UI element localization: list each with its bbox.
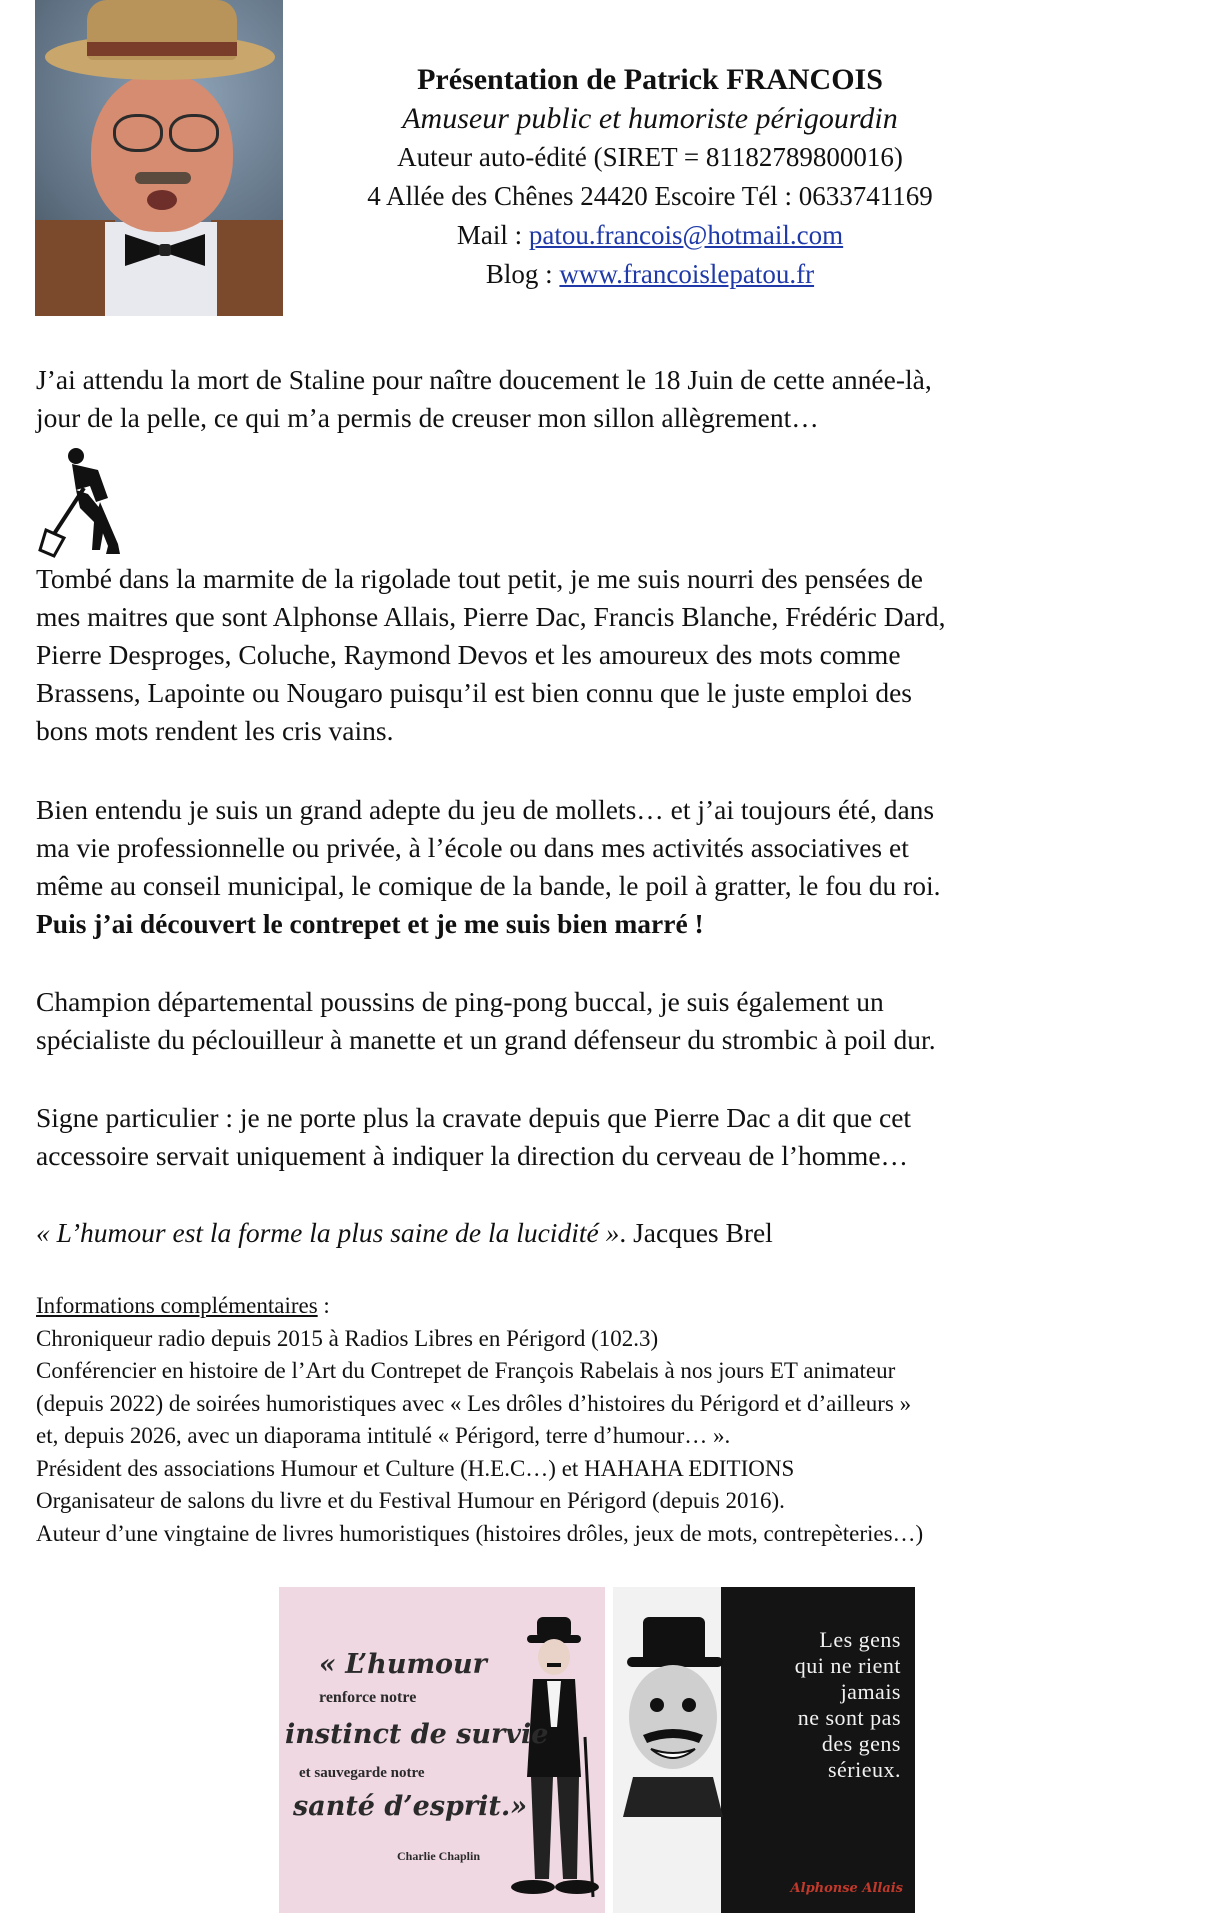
chaplin-silhouette-icon: [507, 1617, 602, 1911]
allais-quote: [721, 1627, 901, 1783]
chaplin-signature: Charlie Chaplin: [397, 1849, 481, 1863]
siret-line: Auteur auto-édité (SIRET = 81182789800016): [397, 142, 903, 172]
champion-paragraph: [36, 983, 1186, 1059]
blog-line: [290, 255, 1010, 294]
chaplin-quote-line: et sauvegarde notre: [299, 1765, 425, 1781]
mail-line: [290, 216, 1010, 255]
blog-label: Blog :: [485, 259, 560, 289]
chaplin-quote-line: santé d’esprit.»: [293, 1791, 528, 1822]
text-line: Signe particulier : je ne porte plus la cravate depuis que Pierre Dac a dit que cet: [36, 1102, 912, 1133]
chaplin-quote-line: « L’humour: [319, 1649, 487, 1680]
mollets-paragraph: [36, 791, 1186, 943]
quote-author: . Jacques Brel: [619, 1217, 773, 1248]
allais-quote-line: qui ne rient: [794, 1653, 901, 1678]
text-line: spécialiste du péclouilleur à manette et un grand défenseur du strombic à poil dur.: [36, 1024, 936, 1055]
info-line: et, depuis 2026, avec un diaporama intitulé « Périgord, terre d’humour… ».: [36, 1423, 731, 1448]
subtitle: Amuseur public et humoriste périgourdin: [402, 102, 898, 135]
mail-link[interactable]: patou.francois@hotmail.com: [528, 220, 844, 250]
text-line: Pierre Desproges, Coluche, Raymond Devos et les amoureux des mots comme: [36, 639, 901, 670]
text-line: jour de la pelle, ce qui m’a permis de creuser mon sillon allègrement…: [36, 402, 819, 433]
quote-line: [36, 1214, 1186, 1252]
allais-signature: Alphonse Allais: [790, 1881, 903, 1896]
info-line: Président des associations Humour et Culture (H.E.C…) et HAHAHA EDITIONS: [36, 1455, 795, 1481]
bold-line: Puis j’ai découvert le contrepet et je me suis bien marré !: [36, 908, 704, 939]
text-line: Brassens, Lapointe ou Nougaro puisqu’il est bien connu que le juste emploi des: [36, 677, 913, 708]
signe-paragraph: [36, 1099, 1186, 1175]
allais-quote-line: sérieux.: [827, 1757, 901, 1782]
chaplin-quote-line: instinct de survie: [285, 1719, 549, 1750]
page-title: Présentation de Patrick FRANCOIS: [417, 63, 883, 96]
allais-quote-line: ne sont pas: [797, 1705, 901, 1730]
allais-face-icon: [613, 1617, 731, 1817]
info-line: (depuis 2022) de soirées humoristiques avec « Les drôles d’histoires du Périgord et d’ailleurs »: [36, 1390, 912, 1416]
info-heading: Informations complémentaires: [36, 1293, 318, 1318]
address-line: 4 Allée des Chênes 24420 Escoire Tél : 0633741169: [367, 181, 933, 211]
text-line: accessoire servait uniquement à indiquer la direction du cerveau de l’homme…: [36, 1140, 909, 1171]
text-line: ma vie professionnelle ou privée, à l’école ou dans mes activités associatives et: [36, 832, 909, 863]
text-line: bons mots rendent les cris vains.: [36, 715, 394, 746]
chaplin-quote-line: renforce notre: [319, 1689, 417, 1706]
text-line: Bien entendu je suis un grand adepte du jeu de mollets… et j’ai toujours été, dans: [36, 794, 935, 825]
intro-paragraph: [36, 361, 1186, 437]
bow-tie-icon: [125, 232, 205, 268]
chaplin-quote-image: [279, 1587, 605, 1913]
text-line: J’ai attendu la mort de Staline pour naître doucement le 18 Juin de cette année-là,: [36, 364, 932, 395]
allais-quote-line: des gens: [821, 1731, 901, 1756]
info-heading-suffix: :: [317, 1293, 330, 1318]
contact-header: [290, 60, 1010, 294]
text-line: mes maitres que sont Alphonse Allais, Pierre Dac, Francis Blanche, Frédéric Dard,: [36, 601, 946, 632]
allais-quote-line: Les gens: [819, 1627, 901, 1652]
info-line: Auteur d’une vingtaine de livres humoristiques (histoires drôles, jeux de mots, contrepèteries…): [36, 1520, 924, 1546]
blog-link[interactable]: www.francoislepatou.fr: [559, 259, 815, 289]
info-line: Conférencier en histoire de l’Art du Contrepet de François Rabelais à nos jours ET animateur: [36, 1358, 896, 1383]
mail-label: Mail :: [456, 220, 529, 250]
info-section: [36, 1290, 1196, 1550]
allais-quote-image: [613, 1587, 915, 1913]
author-photo: [35, 0, 283, 316]
text-line: même au conseil municipal, le comique de la bande, le poil à gratter, le fou du roi.: [36, 870, 941, 901]
digging-man-icon: [36, 446, 126, 558]
influences-paragraph: [36, 560, 1186, 750]
info-line: Chroniqueur radio depuis 2015 à Radios Libres en Périgord (102.3): [36, 1325, 659, 1351]
quote-text: « L’humour est la forme la plus saine de la lucidité »: [36, 1217, 620, 1248]
text-line: Champion départemental poussins de ping-pong buccal, je suis également un: [36, 986, 884, 1017]
allais-quote-line: jamais: [840, 1679, 901, 1704]
text-line: Tombé dans la marmite de la rigolade tout petit, je me suis nourri des pensées de: [36, 563, 923, 594]
info-line: Organisateur de salons du livre et du Festival Humour en Périgord (depuis 2016).: [36, 1488, 785, 1513]
